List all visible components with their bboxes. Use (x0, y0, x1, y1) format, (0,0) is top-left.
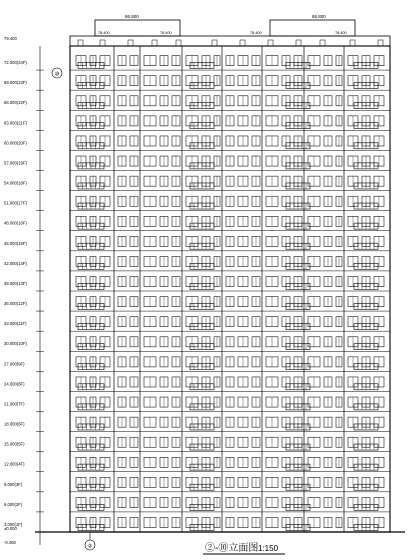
elevation-label: 45.000(15F) (4, 240, 27, 246)
elevation-label: 66.000(22F) (4, 100, 27, 106)
floor-row (70, 518, 390, 532)
floor-row (70, 317, 390, 331)
floor-row (70, 236, 390, 250)
elevation-label: 18.000(6F) (4, 421, 25, 427)
elevation-labels (4, 60, 44, 532)
floor-row (70, 116, 390, 130)
elevation-label: 15.000(5F) (4, 441, 25, 447)
roof-ornament (78, 40, 83, 46)
elevation-label: 21.000(7F) (4, 401, 25, 407)
roof-ornament (152, 40, 157, 46)
roof-ornament (100, 40, 105, 46)
small-roof-label-4: 78.400 (335, 31, 347, 35)
roof-ornament (240, 40, 245, 46)
small-roof-label-3: 78.400 (250, 31, 262, 35)
roof-ornament (378, 40, 383, 46)
floor-row (70, 397, 390, 411)
elevation-label: 60.000(20F) (4, 140, 27, 146)
axis-label-top: ⑩ (54, 71, 60, 78)
elevation-label: 30.000(10F) (4, 341, 27, 347)
elevation-label: 6.000(2F) (4, 501, 23, 507)
floor-row (70, 277, 390, 291)
elevation-label: 36.000(12F) (4, 301, 27, 307)
elevation-label: 57.000(19F) (4, 160, 27, 166)
drawing-title: ②-⑩立面图 (205, 543, 259, 554)
floor-rows (70, 56, 390, 532)
elevation-label: 3.000(1F) (4, 521, 23, 527)
elevation-label: 48.000(16F) (4, 220, 27, 226)
axis-label-bottom: ② (87, 543, 93, 550)
roof-label-left: 86.800 (125, 14, 139, 19)
ground-label: ±0.000 (4, 526, 17, 531)
elevation-label: 69.000(23F) (4, 80, 27, 86)
floor-row (70, 337, 390, 351)
elevation-label: 27.000(9F) (4, 361, 25, 367)
floor-row (70, 357, 390, 371)
roof-parapet (70, 36, 390, 46)
elevation-label: 63.000(21F) (4, 120, 27, 126)
small-roof-label-2: 78.400 (160, 31, 172, 35)
roof-ornament (212, 40, 217, 46)
floor-row (70, 417, 390, 431)
floor-row (70, 76, 390, 90)
elevation-label: 51.000(17F) (4, 200, 27, 206)
floor-row (70, 156, 390, 170)
floor-row (70, 457, 390, 471)
elevation-label: 24.000(8F) (4, 381, 25, 387)
pilaster-lines (78, 40, 383, 532)
side-top-label: 79.400 (4, 36, 17, 41)
elevation-label: 42.000(14F) (4, 260, 27, 266)
roof-ornament (296, 40, 301, 46)
floor-row (70, 377, 390, 391)
floor-row (70, 96, 390, 110)
roof-label-right: 86.800 (312, 14, 326, 19)
roof-ornament (176, 40, 181, 46)
floor-row (70, 497, 390, 511)
elevation-label: 33.000(11F) (4, 321, 27, 327)
elevation-label: 54.000(18F) (4, 180, 27, 186)
small-roof-label-1: 78.400 (98, 31, 110, 35)
floor-row (70, 136, 390, 150)
roof-ornament (128, 40, 133, 46)
floor-row (70, 297, 390, 311)
floor-row (70, 256, 390, 270)
roof-ornament (268, 40, 273, 46)
roof-ornament (350, 40, 355, 46)
bottom-label: -0.450 (4, 540, 16, 545)
floor-row (70, 176, 390, 190)
floor-row (70, 437, 390, 451)
floor-row (70, 477, 390, 491)
floor-row (70, 56, 390, 70)
elevation-label: 72.000(24F) (4, 60, 27, 66)
drawing-scale: 1:150 (258, 544, 279, 553)
elevation-label: 9.000(3F) (4, 481, 23, 487)
floor-row (70, 216, 390, 230)
elevation-label: 12.000(4F) (4, 461, 25, 467)
elevation-label: 39.000(13F) (4, 280, 27, 286)
floor-row (70, 196, 390, 210)
roof-ornament (320, 40, 325, 46)
